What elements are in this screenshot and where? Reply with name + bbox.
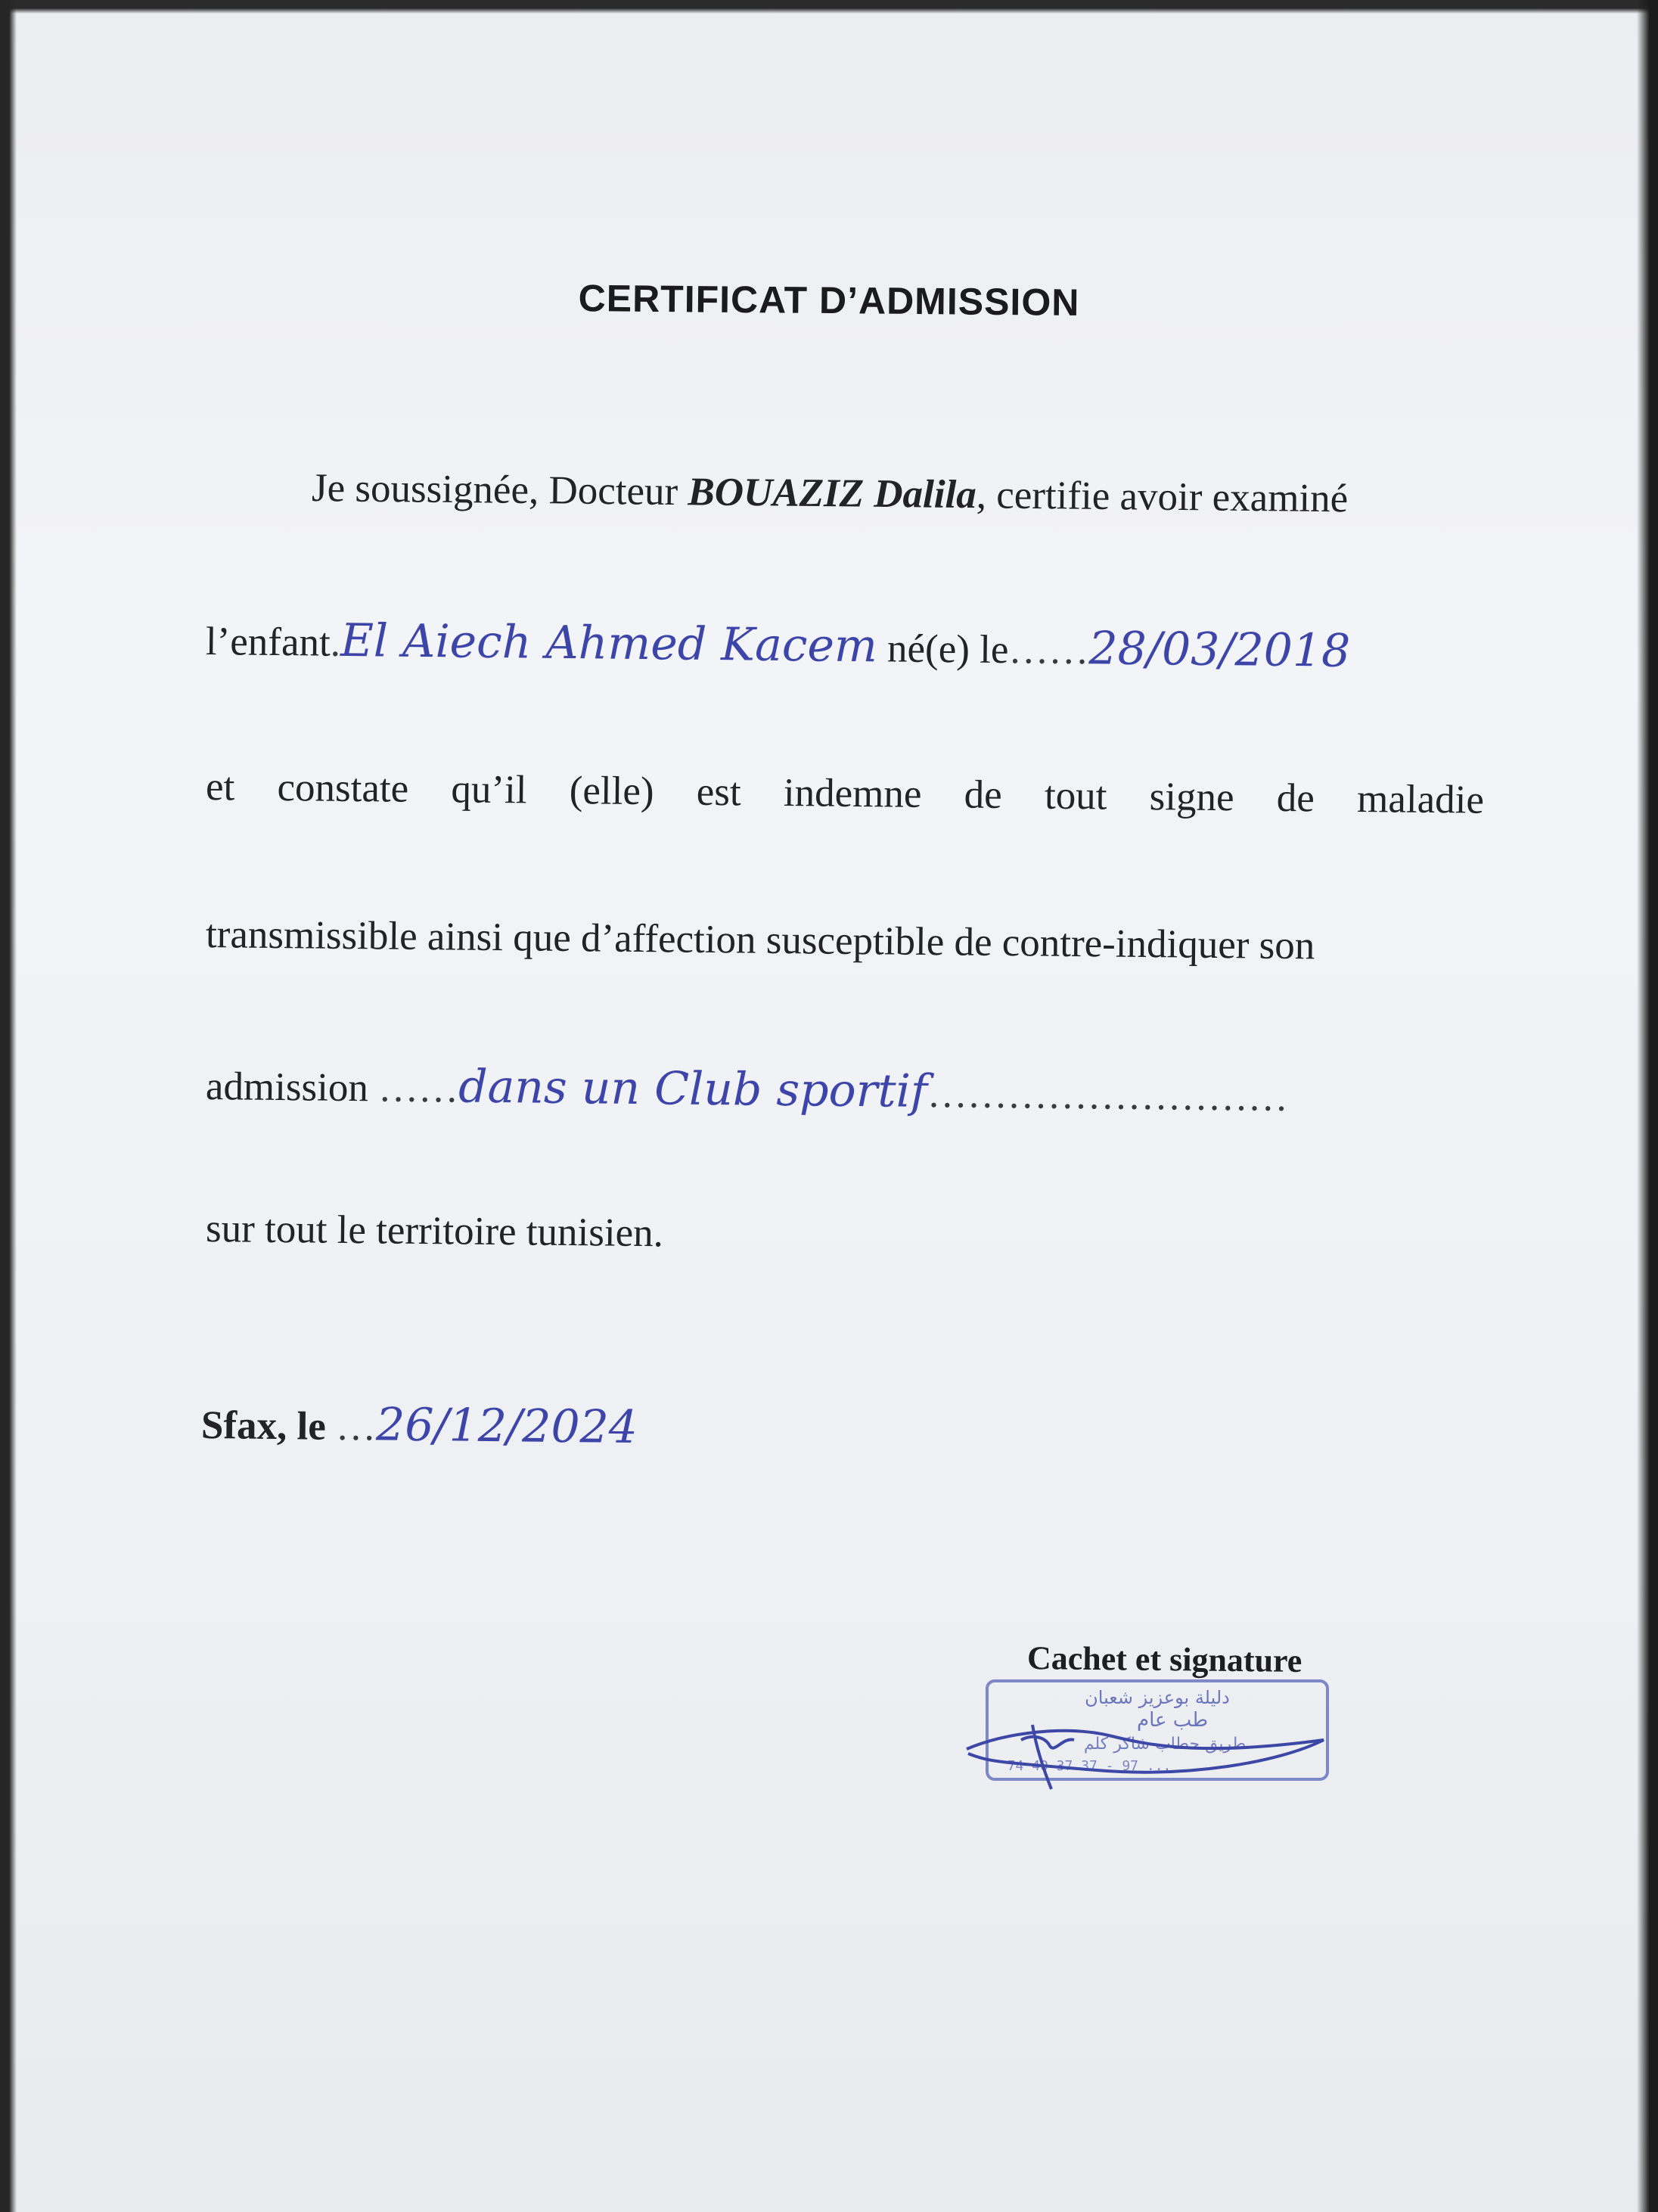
line3-word: de <box>964 772 1003 818</box>
place-label: Sfax, le <box>200 1403 327 1449</box>
child-line: l’enfant.El Aiech Ahmed Kacem né(e) le……28/03/2018 <box>205 614 1351 678</box>
line3-word: signe <box>1149 775 1234 820</box>
child-label: l’enfant <box>205 620 331 665</box>
affection-line: transmissible ainsi que d’affection susceptible de contre-indiquer son <box>205 912 1315 968</box>
document-title: CERTIFICAT D’ADMISSION <box>578 277 1080 324</box>
intro-prefix: Je soussignée, Docteur <box>311 466 688 514</box>
line3-word: de <box>1276 775 1315 821</box>
scan-edge-left <box>0 0 17 2212</box>
stamp-text: 74 40 37 37 - 97 ... <box>1007 1758 1172 1774</box>
birth-date-handwritten: 28/03/2018 <box>1088 622 1351 678</box>
line3-word: tout <box>1044 773 1107 819</box>
line3-word: est <box>696 769 742 815</box>
doctor-name: BOUAZIZ Dalila <box>688 470 977 517</box>
stamp-text: طب عام <box>1136 1709 1209 1732</box>
territory-line: sur tout le territoire tunisien. <box>205 1207 664 1256</box>
line3-word: maladie <box>1356 776 1485 822</box>
born-label: né(e) le <box>886 626 1009 673</box>
signature-label: Cachet et signature <box>1026 1639 1302 1679</box>
child-name-handwritten: El Aiech Ahmed Kacem <box>340 614 878 673</box>
admission-handwritten: dans un Club sportif <box>458 1060 928 1118</box>
stamp-text: طريق حطاب شاكر كلم <box>1083 1735 1247 1754</box>
admission-label: admission <box>205 1064 369 1111</box>
line3-word: indemne <box>783 771 922 816</box>
intro-suffix: , certifie avoir examiné <box>976 473 1349 521</box>
line3-word: et <box>205 765 235 809</box>
date-handwritten: 26/12/2024 <box>375 1398 638 1455</box>
stamp-text: دليلة بوعزيز شعبان <box>1085 1687 1230 1708</box>
scan-edge-right <box>1637 0 1658 2212</box>
scan-edge-top <box>0 0 1658 14</box>
line3-word: (elle) <box>569 769 654 814</box>
admission-line: admission ……dans un Club sportif……………………… <box>205 1060 1289 1120</box>
date-line: Sfax, le …26/12/2024 <box>200 1398 638 1455</box>
line3-word: constate <box>277 765 409 811</box>
line3-word: qu’il <box>451 767 527 812</box>
doctor-stamp <box>961 1664 1354 1800</box>
